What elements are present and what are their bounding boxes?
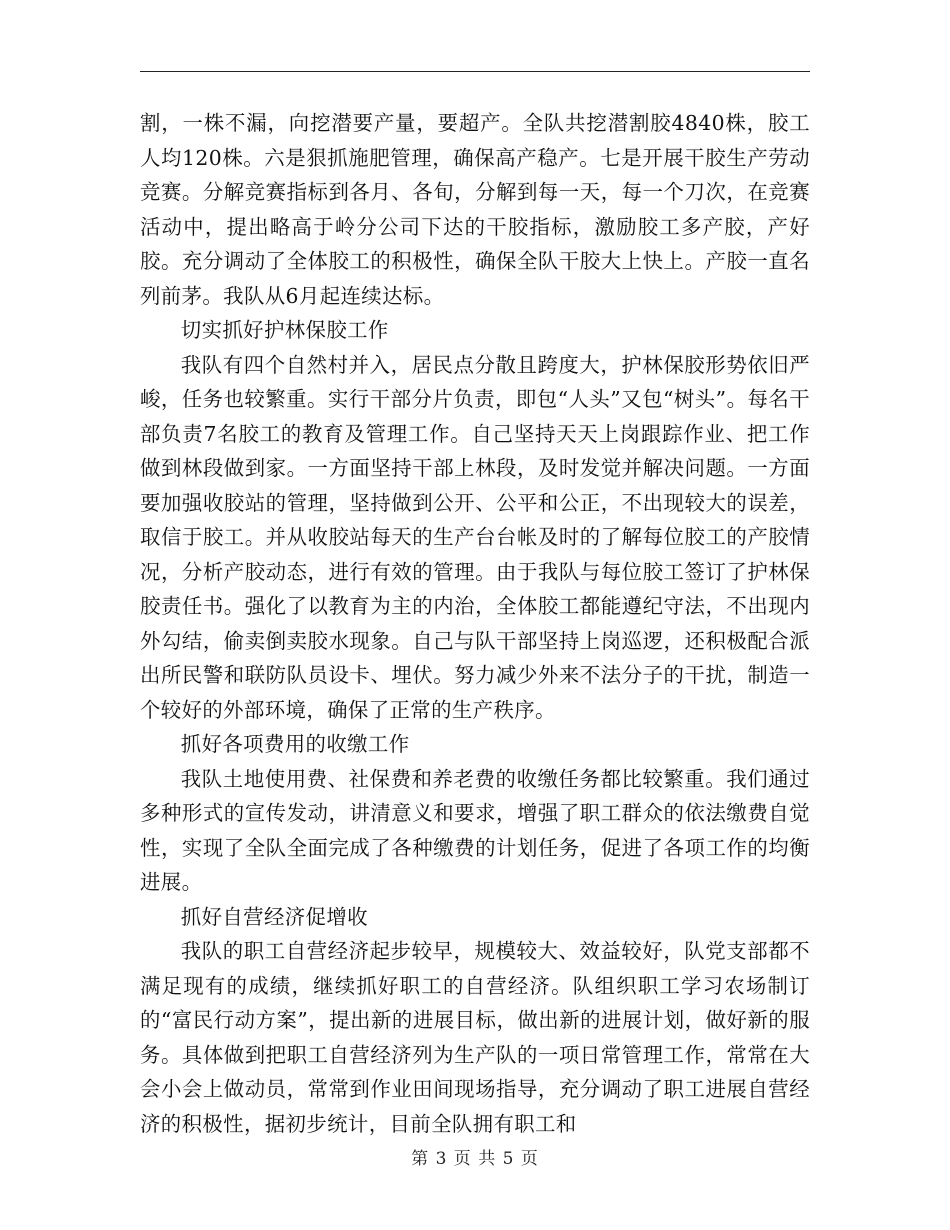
header-rule <box>140 71 810 72</box>
paragraph-self-employed-economy: 我队的职工自营经济起步较早，规模较大、效益较好，队党支部都不满足现有的成绩，继续抓好职工的自营经济。队组织职工学习农场制订的“富民行动方案”，提出新的进展目标，做出新的进展计划，做好新的服务。具体做到把职工自营经济列为生产队的一项日常管理工作，常常在大会小会上做动员，常常到作业田间现场指导，充分调动了职工进展自营经济的积极性，据初步统计，目前全队拥有职工和 <box>140 939 810 1136</box>
paragraph-forest-protection: 我队有四个自然村并入，居民点分散且跨度大，护林保胶形势依旧严峻，任务也较繁重。实行干部分片负责，即包“人头”又包“树头”。每名干部负责7名胶工的教育及管理工作。自己坚持天天上岗跟踪作业、把工作做到林段做到家。一方面坚持干部上林段，及时发觉并解决问题。一方面要加强收胶站的管理，坚持做到公开、公平和公正，不出现较大的误差，取信于胶工。并从收胶站每天的生产台台帐及时的了解每位胶工的产胶情况，分析产胶动态，进行有效的管理。由于我队与每位胶工签订了护林保胶责任书。强化了以教育为主的内治，全体胶工都能遵纪守法，不出现内外勾结，偷卖倒卖胶水现象。自己与队干部坚持上岗巡逻，还积极配合派出所民警和联防队员设卡、埋伏。努力减少外来不法分子的干扰，制造一个较好的外部环境，确保了正常的生产秩序。 <box>140 352 810 722</box>
section-heading-fee-collection: 抓好各项费用的收缴工作 <box>180 732 410 756</box>
document-body <box>140 106 810 1141</box>
paragraph-fee-collection: 我队土地使用费、社保费和养老费的收缴任务都比较繁重。我们通过多种形式的宣传发动，讲清意义和要求，增强了职工群众的依法缴费自觉性，实现了全队全面完成了各种缴费的计划任务，促进了各项工作的均衡进展。 <box>140 766 810 894</box>
paragraph-continued: 割，一株不漏，向挖潜要产量，要超产。全队共挖潜割胶4840株，胶工人均120株。六是狠抓施肥管理，确保高产稳产。七是开展干胶生产劳动竞赛。分解竞赛指标到各月、各旬，分解到每一天，每一个刀次，在竞赛活动中，提出略高于岭分公司下达的干胶指标，激励胶工多产胶，产好胶。充分调动了全体胶工的积极性，确保全队干胶大上快上。产胶一直名列前茅。我队从6月起连续达标。 <box>140 111 810 308</box>
section-heading-forest-protection: 切实抓好护林保胶工作 <box>180 318 389 342</box>
page-number: 第 3 页 共 5 页 <box>411 1149 539 1169</box>
section-heading-self-employed-economy: 抓好自营经济促增收 <box>180 904 368 929</box>
